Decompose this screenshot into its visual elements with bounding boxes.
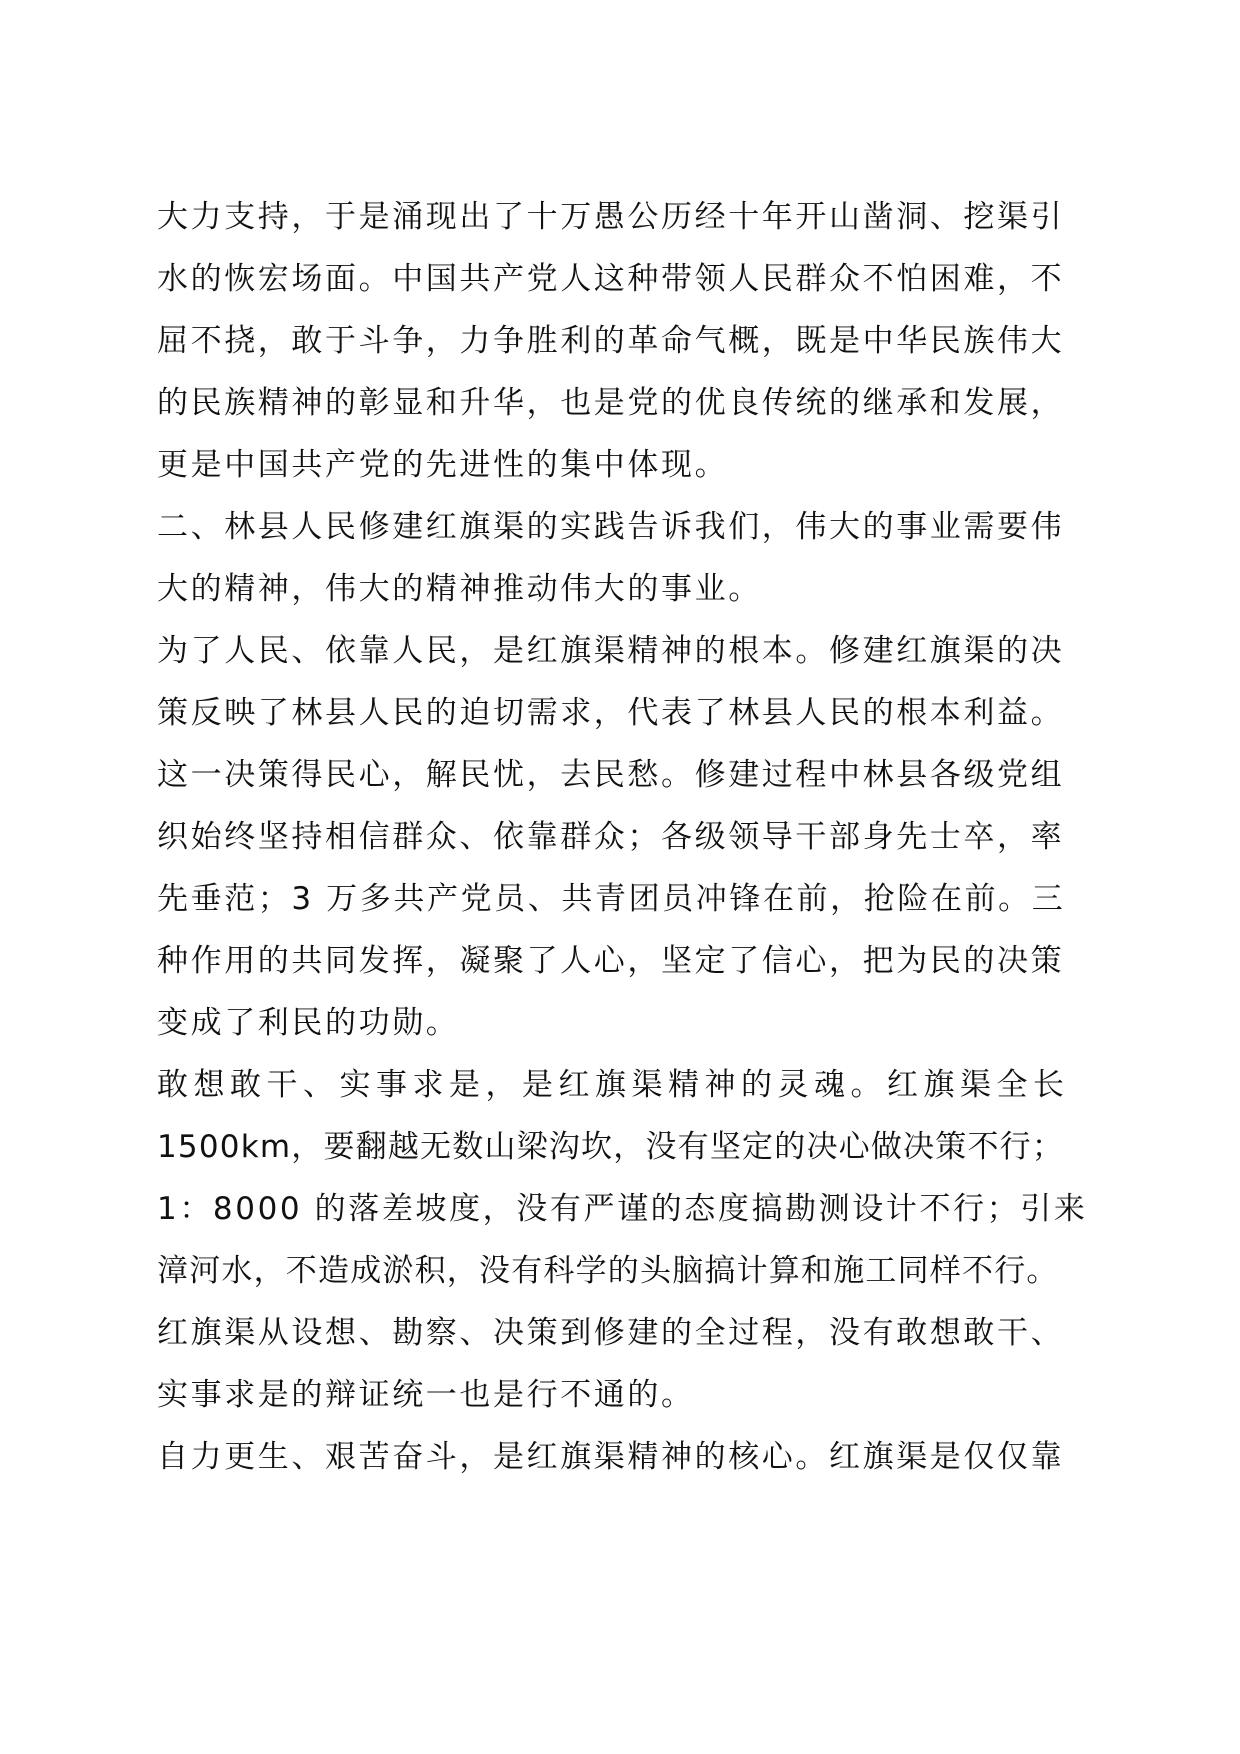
section-heading-line-1: 二、林县人民修建红旗渠的实践告诉我们，伟大的事业需要伟 [157, 509, 1065, 545]
section-heading-line-2: 大的精神，伟大的精神推动伟大的事业。 [157, 571, 762, 607]
text-line-15: 敢想敢干、实事求是，是红旗渠精神的灵魂。红旗渠全长 [157, 1067, 1070, 1103]
text-line-13: 种作用的共同发挥，凝聚了人心，坚定了信心，把为民的决策 [157, 943, 1065, 979]
text-line-14: 变成了利民的功勋。 [157, 1005, 460, 1041]
text-line-21: 自力更生、艰苦奋斗，是红旗渠精神的核心。红旗渠是仅仅靠 [157, 1439, 1065, 1475]
document-body [157, 186, 1087, 1488]
text-line-19: 红旗渠从设想、勘察、决策到修建的全过程，没有敢想敢干、 [157, 1315, 1065, 1351]
text-line-11: 织始终坚持相信群众、依靠群众；各级领导干部身先士卒，率 [157, 819, 1065, 855]
text-line-18: 漳河水，不造成淤积，没有科学的头脑搞计算和施工同样不行。 [157, 1253, 1059, 1289]
text-line-3: 屈不挠，敢于斗争，力争胜利的革命气概，既是中华民族伟大 [157, 323, 1065, 359]
text-line-4: 的民族精神的彰显和升华，也是党的优良传统的继承和发展， [157, 385, 1065, 421]
text-line-2: 水的恢宏场面。中国共产党人这种带领人民群众不怕困难，不 [157, 261, 1065, 297]
text-line-5: 更是中国共产党的先进性的集中体现。 [157, 447, 729, 483]
text-line-20: 实事求是的辩证统一也是行不通的。 [157, 1377, 695, 1413]
text-line-12: 先垂范；3 万多共产党员、共青团员冲锋在前，抢险在前。三 [157, 881, 1066, 917]
text-line-8: 为了人民、依靠人民，是红旗渠精神的根本。修建红旗渠的决 [157, 633, 1065, 669]
text-line-9: 策反映了林县人民的迫切需求，代表了林县人民的根本利益。 [157, 695, 1065, 731]
text-line-17: 1：8000 的落差坡度，没有严谨的态度搞勘测设计不行；引来 [157, 1191, 1087, 1227]
text-line-1: 大力支持，于是涌现出了十万愚公历经十年开山凿洞、挖渠引 [157, 199, 1065, 235]
text-line-10: 这一决策得民心，解民忧，去民愁。修建过程中林县各级党组 [157, 757, 1065, 793]
text-line-16: 1500km，要翻越无数山梁沟坎，没有坚定的决心做决策不行； [157, 1129, 1065, 1165]
